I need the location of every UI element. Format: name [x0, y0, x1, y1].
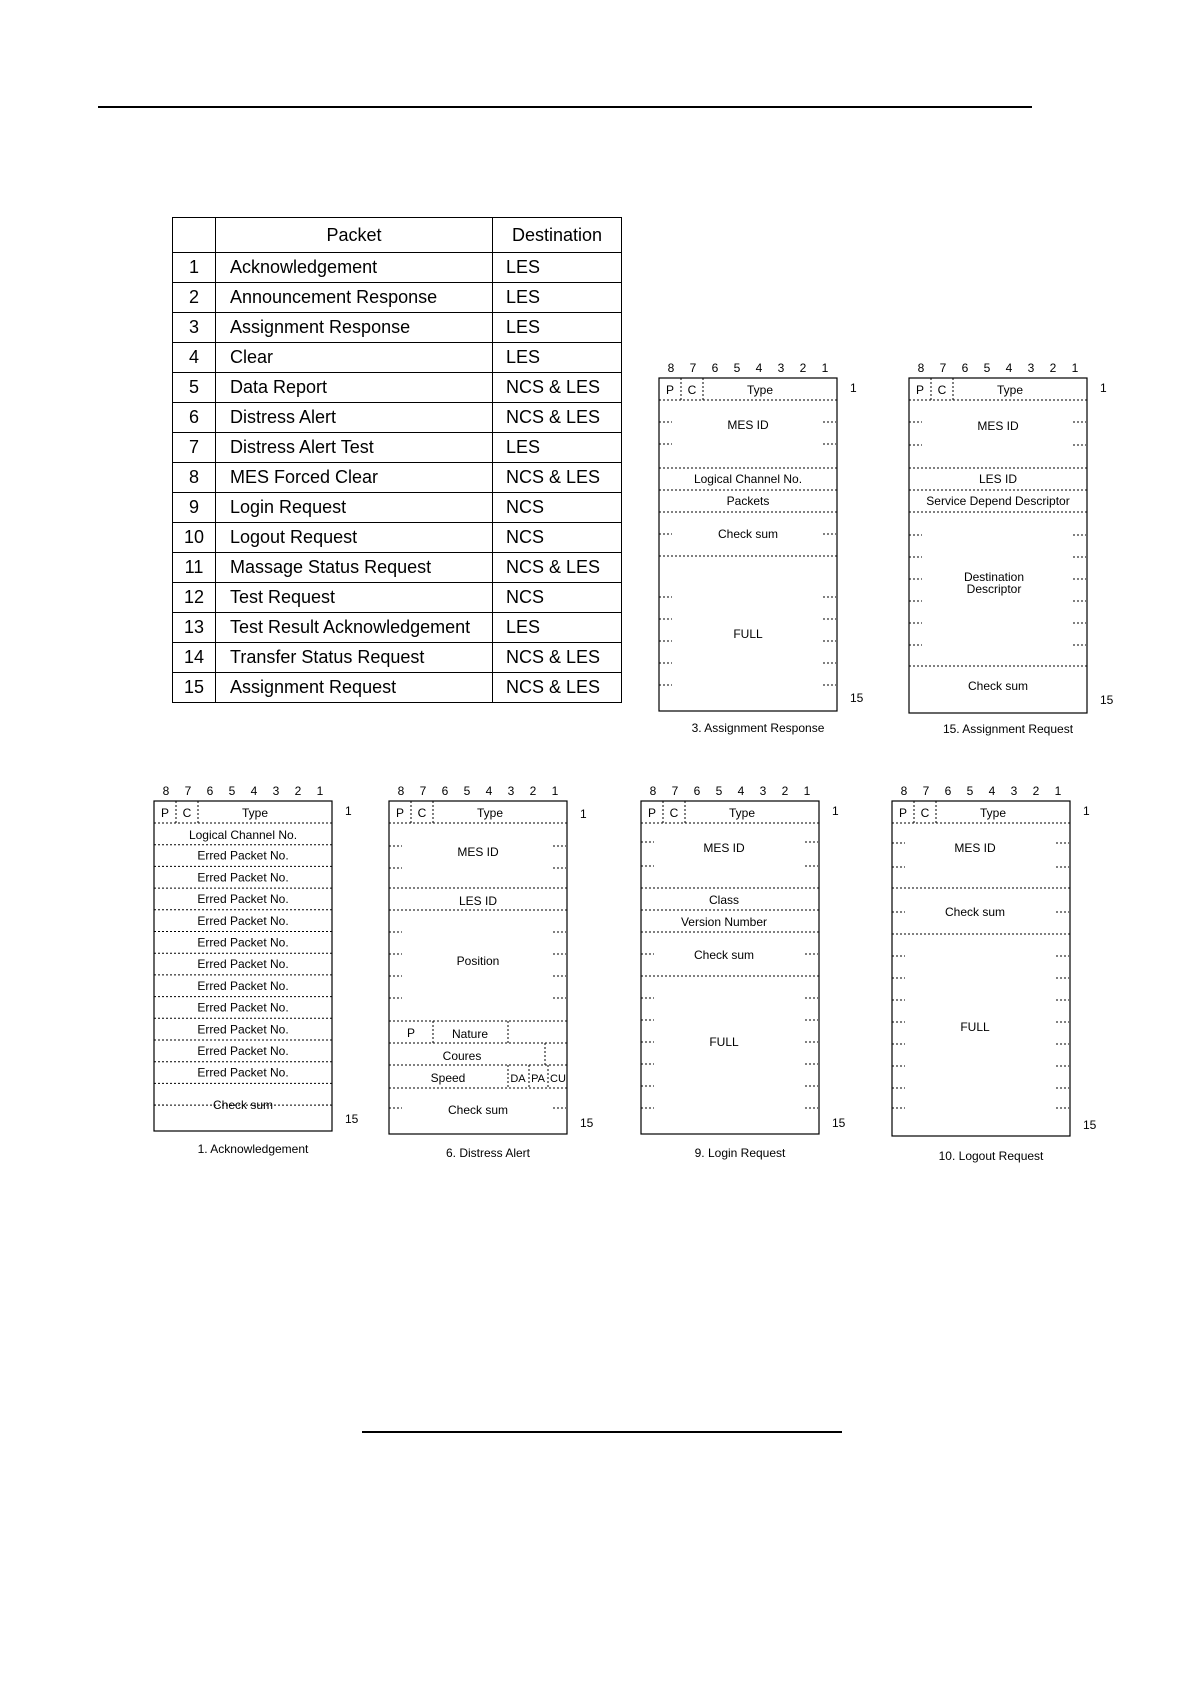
field-da: DA — [510, 1073, 526, 1085]
bit-number: 1 — [821, 361, 829, 375]
diagram-distress-alert — [370, 783, 594, 1143]
caption-distress-alert: 6. Distress Alert — [445, 1146, 531, 1160]
cell-num: 6 — [173, 403, 216, 433]
type-label: Type — [996, 383, 1024, 397]
header-num — [173, 218, 216, 253]
field-check-sum: Check sum — [944, 905, 1006, 919]
field-erred-packet: Erred Packet No. — [197, 957, 289, 972]
last-byte-label: 15 — [1083, 1118, 1097, 1132]
field-erred-packet: Erred Packet No. — [197, 935, 289, 950]
field-erred-packet: Erred Packet No. — [197, 1065, 289, 1080]
cell-dest: NCS — [493, 493, 622, 523]
cell-packet: Test Result Acknowledgement — [216, 613, 493, 643]
last-byte-label: 15 — [832, 1116, 846, 1130]
p-bit-label: P — [915, 383, 925, 397]
p-bit-label: P — [898, 806, 908, 820]
header-rule — [98, 106, 1032, 108]
c-bit-label: C — [937, 383, 947, 397]
bit-number: 3 — [272, 784, 280, 798]
cell-dest: NCS & LES — [493, 553, 622, 583]
field-class: Class — [708, 893, 740, 907]
last-byte-label: 15 — [1100, 693, 1114, 707]
bit-number: 5 — [983, 361, 991, 375]
table-row — [173, 613, 622, 643]
diagram-assignment-request — [890, 360, 1114, 720]
assignment-request-svg — [890, 360, 1114, 720]
bit-number: 6 — [693, 784, 701, 798]
cell-packet: Assignment Request — [216, 673, 493, 703]
bit-number: 2 — [781, 784, 789, 798]
field-check-sum: Check sum — [447, 1103, 509, 1117]
cell-packet: Logout Request — [216, 523, 493, 553]
field-version-number: Version Number — [680, 915, 768, 929]
bit-number: 8 — [649, 784, 657, 798]
type-label: Type — [728, 806, 756, 820]
bit-number: 8 — [397, 784, 405, 798]
table-header-row — [173, 218, 622, 253]
cell-num: 4 — [173, 343, 216, 373]
table-row — [173, 373, 622, 403]
table-row — [173, 523, 622, 553]
bit-number: 6 — [944, 784, 952, 798]
field-descriptor: Descriptor — [966, 582, 1022, 596]
first-byte-label: 1 — [345, 804, 352, 818]
c-bit-label: C — [920, 806, 930, 820]
first-byte-label: 1 — [1083, 804, 1090, 818]
table-row — [173, 583, 622, 613]
header-packet: Packet — [216, 218, 493, 253]
cell-dest: NCS & LES — [493, 673, 622, 703]
caption-login-request: 9. Login Request — [694, 1146, 786, 1160]
bit-number: 2 — [1049, 361, 1057, 375]
cell-num: 3 — [173, 313, 216, 343]
bit-number: 4 — [485, 784, 493, 798]
cell-packet: Login Request — [216, 493, 493, 523]
bit-number: 5 — [715, 784, 723, 798]
bit-number: 4 — [755, 361, 763, 375]
type-label: Type — [979, 806, 1007, 820]
bit-number: 6 — [206, 784, 214, 798]
cell-dest: LES — [493, 253, 622, 283]
cell-num: 11 — [173, 553, 216, 583]
cell-num: 14 — [173, 643, 216, 673]
field-p: P — [406, 1026, 416, 1040]
acknowledgement-svg — [135, 783, 359, 1143]
bit-number: 8 — [900, 784, 908, 798]
field-coures: Coures — [442, 1049, 482, 1063]
field-erred-packet: Erred Packet No. — [197, 913, 289, 928]
cell-dest: LES — [493, 283, 622, 313]
first-byte-label: 1 — [850, 381, 857, 395]
bit-number: 6 — [441, 784, 449, 798]
bit-number: 5 — [966, 784, 974, 798]
bit-number: 7 — [671, 784, 679, 798]
field-packets: Packets — [726, 494, 770, 508]
distress-alert-svg — [370, 783, 594, 1143]
diagram-acknowledgement — [135, 783, 359, 1143]
cell-num: 2 — [173, 283, 216, 313]
field-mes-id: MES ID — [954, 841, 996, 855]
cell-packet: MES Forced Clear — [216, 463, 493, 493]
field-logical-channel: Logical Channel No. — [188, 828, 298, 842]
field-nature: Nature — [451, 1027, 489, 1041]
bit-number: 3 — [507, 784, 515, 798]
bit-number: 1 — [1054, 784, 1062, 798]
table-row — [173, 403, 622, 433]
field-erred-packet: Erred Packet No. — [197, 1044, 289, 1058]
field-full: FULL — [709, 1035, 739, 1049]
field-erred-packet: Erred Packet No. — [197, 1000, 289, 1015]
cell-packet: Test Request — [216, 583, 493, 613]
first-byte-label: 1 — [580, 807, 587, 821]
field-position: Position — [456, 954, 500, 968]
table-row — [173, 493, 622, 523]
p-bit-label: P — [395, 806, 405, 820]
cell-num: 15 — [173, 673, 216, 703]
table-row — [173, 313, 622, 343]
table-row — [173, 433, 622, 463]
table-row — [173, 343, 622, 373]
bit-number: 1 — [1071, 361, 1079, 375]
bit-number: 2 — [529, 784, 537, 798]
field-check-sum: Check sum — [967, 679, 1029, 693]
cell-dest: LES — [493, 343, 622, 373]
bit-number: 2 — [1032, 784, 1040, 798]
field-erred-packet: Erred Packet No. — [197, 978, 289, 993]
bit-number: 8 — [667, 361, 675, 375]
bit-number: 3 — [1010, 784, 1018, 798]
logout-request-svg — [873, 783, 1097, 1143]
field-cu: CU — [550, 1073, 566, 1085]
header-destination: Destination — [493, 218, 622, 253]
field-check-sum: Check sum — [693, 948, 755, 962]
field-speed: Speed — [430, 1071, 466, 1085]
cell-dest: LES — [493, 433, 622, 463]
cell-num: 10 — [173, 523, 216, 553]
bit-number: 4 — [250, 784, 258, 798]
cell-dest: NCS — [493, 523, 622, 553]
table-row — [173, 283, 622, 313]
c-bit-label: C — [182, 806, 192, 820]
bit-number: 5 — [733, 361, 741, 375]
field-les-id: LES ID — [978, 472, 1018, 486]
bit-number: 3 — [759, 784, 767, 798]
table-row — [173, 253, 622, 283]
first-byte-label: 1 — [1100, 381, 1107, 395]
cell-packet: Distress Alert Test — [216, 433, 493, 463]
bit-number: 1 — [551, 784, 559, 798]
p-bit-label: P — [647, 806, 657, 820]
caption-assignment-response: 3. Assignment Response — [691, 721, 825, 735]
last-byte-label: 15 — [345, 1112, 359, 1126]
cell-packet: Announcement Response — [216, 283, 493, 313]
caption-logout-request: 10. Logout Request — [938, 1149, 1044, 1163]
bit-number: 4 — [988, 784, 996, 798]
field-mes-id: MES ID — [457, 845, 499, 859]
cell-dest: NCS & LES — [493, 463, 622, 493]
cell-packet: Assignment Response — [216, 313, 493, 343]
type-label: Type — [241, 806, 269, 820]
bit-number: 4 — [737, 784, 745, 798]
field-check-sum: Check sum — [212, 1098, 274, 1112]
field-check-sum: Check sum — [717, 527, 779, 541]
cell-packet: Transfer Status Request — [216, 643, 493, 673]
field-logical-channel: Logical Channel No. — [693, 472, 803, 486]
c-bit-label: C — [687, 383, 697, 397]
bit-number: 8 — [917, 361, 925, 375]
cell-num: 8 — [173, 463, 216, 493]
table-row — [173, 463, 622, 493]
table-row — [173, 553, 622, 583]
field-mes-id: MES ID — [727, 418, 769, 432]
cell-num: 1 — [173, 253, 216, 283]
field-service-depend: Service Depend Descriptor — [926, 494, 1070, 508]
packet-destination-table — [172, 217, 622, 703]
bit-number: 7 — [922, 784, 930, 798]
cell-packet: Massage Status Request — [216, 553, 493, 583]
cell-dest: LES — [493, 613, 622, 643]
cell-packet: Data Report — [216, 373, 493, 403]
field-erred-packet: Erred Packet No. — [197, 892, 289, 907]
last-byte-label: 15 — [850, 691, 864, 705]
p-bit-label: P — [160, 806, 170, 820]
cell-packet: Acknowledgement — [216, 253, 493, 283]
table-row — [173, 643, 622, 673]
bit-number: 2 — [294, 784, 302, 798]
cell-packet: Distress Alert — [216, 403, 493, 433]
bit-number: 3 — [1027, 361, 1035, 375]
field-pa: PA — [531, 1073, 545, 1085]
diagram-login-request — [622, 783, 846, 1143]
type-label: Type — [476, 806, 504, 820]
diagram-assignment-response — [640, 360, 864, 720]
cell-dest: NCS & LES — [493, 643, 622, 673]
diagram-logout-request — [873, 783, 1097, 1143]
field-full: FULL — [733, 627, 763, 641]
bit-number: 7 — [939, 361, 947, 375]
cell-num: 5 — [173, 373, 216, 403]
bit-number: 3 — [777, 361, 785, 375]
bit-number: 1 — [803, 784, 811, 798]
type-label: Type — [746, 383, 774, 397]
c-bit-label: C — [417, 806, 427, 820]
cell-num: 12 — [173, 583, 216, 613]
cell-num: 9 — [173, 493, 216, 523]
p-bit-label: P — [665, 383, 675, 397]
assignment-response-svg — [640, 360, 864, 720]
field-mes-id: MES ID — [703, 841, 745, 855]
cell-dest: LES — [493, 313, 622, 343]
caption-assignment-request: 15. Assignment Request — [942, 722, 1074, 736]
bit-number: 6 — [961, 361, 969, 375]
first-byte-label: 1 — [832, 804, 839, 818]
bit-number: 7 — [689, 361, 697, 375]
c-bit-label: C — [669, 806, 679, 820]
bit-number: 5 — [463, 784, 471, 798]
cell-dest: NCS — [493, 583, 622, 613]
bit-number: 8 — [162, 784, 170, 798]
field-erred-packet: Erred Packet No. — [197, 848, 289, 863]
last-byte-label: 15 — [580, 1116, 594, 1130]
bit-number: 7 — [184, 784, 192, 798]
field-destination: Destination — [963, 570, 1025, 584]
field-les-id: LES ID — [458, 894, 498, 908]
cell-dest: NCS & LES — [493, 403, 622, 433]
footer-rule — [362, 1431, 842, 1433]
bit-number: 4 — [1005, 361, 1013, 375]
bit-number: 7 — [419, 784, 427, 798]
cell-packet: Clear — [216, 343, 493, 373]
bit-number: 1 — [316, 784, 324, 798]
cell-num: 7 — [173, 433, 216, 463]
login-request-svg — [622, 783, 846, 1143]
cell-num: 13 — [173, 613, 216, 643]
field-mes-id: MES ID — [977, 419, 1019, 433]
caption-acknowledgement: 1. Acknowledgement — [197, 1142, 309, 1156]
bit-number: 2 — [799, 361, 807, 375]
table-row — [173, 673, 622, 703]
field-full: FULL — [960, 1020, 990, 1034]
field-erred-packet: Erred Packet No. — [197, 870, 289, 885]
bit-number: 5 — [228, 784, 236, 798]
cell-dest: NCS & LES — [493, 373, 622, 403]
bit-number: 6 — [711, 361, 719, 375]
field-erred-packet: Erred Packet No. — [197, 1022, 289, 1037]
